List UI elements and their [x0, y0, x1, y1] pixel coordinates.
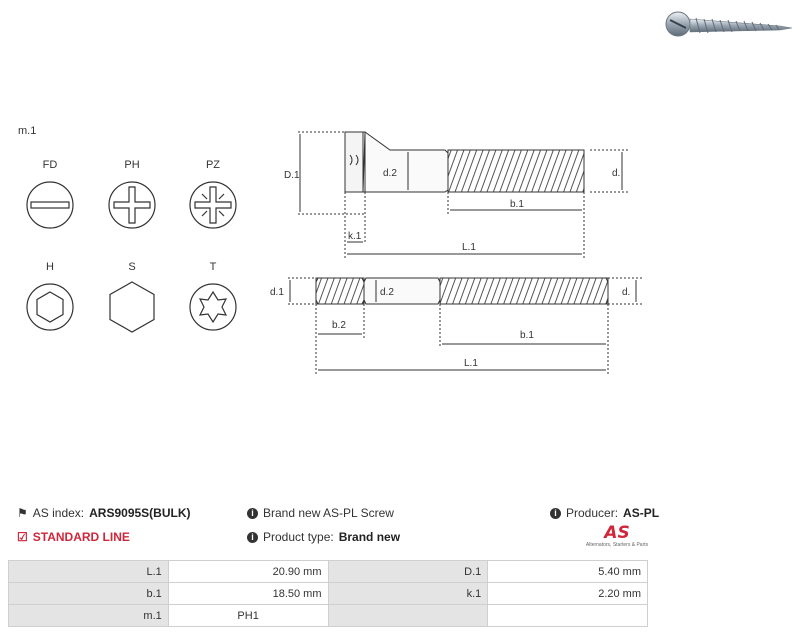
description	[247, 506, 394, 520]
table-row	[9, 583, 648, 605]
info-icon: i	[247, 508, 258, 519]
spec-value: 5.40 mm	[488, 561, 648, 583]
product-type-value: Brand new	[338, 530, 401, 544]
dim-L1-top: L.1	[462, 242, 476, 253]
producer	[550, 506, 659, 520]
spec-value	[488, 605, 648, 627]
producer-value: AS-PL	[623, 506, 660, 520]
spec-table	[8, 560, 648, 627]
producer-logo	[585, 524, 649, 548]
table-row	[9, 561, 648, 583]
dim-k1: k.1	[348, 231, 362, 242]
spec-value: PH1	[168, 605, 328, 627]
slot-drive-icon	[27, 182, 73, 228]
head-code-pz: PZ	[205, 159, 221, 171]
head-code-ph: PH	[124, 159, 140, 171]
screw-photo	[660, 6, 800, 42]
dim-d2-bottom: d.2	[380, 287, 394, 298]
spec-value: 18.50 mm	[168, 583, 328, 605]
screw-dimension-drawing	[270, 120, 650, 390]
dim-b1-bottom: b.1	[520, 330, 534, 341]
spec-value: 20.90 mm	[168, 561, 328, 583]
dim-d-top: d.	[612, 168, 621, 179]
logo-mark: AS	[604, 523, 630, 543]
phillips-drive-icon	[109, 182, 155, 228]
spec-value: 2.20 mm	[488, 583, 648, 605]
spec-key: D.1	[328, 561, 488, 583]
spec-key: k.1	[328, 583, 488, 605]
torx-drive-icon	[190, 284, 236, 330]
logo-tagline: Alternators, Starters & Parts	[585, 542, 649, 548]
product-type-label: Product type:	[263, 530, 334, 544]
producer-label: Producer:	[566, 506, 619, 520]
tag-icon: ⚑	[17, 506, 28, 520]
head-code-h: H	[46, 261, 54, 273]
dim-L1-bottom: L.1	[464, 358, 478, 369]
dim-d-bottom: d.	[622, 287, 631, 298]
dim-d2-top: d.2	[383, 168, 397, 179]
info-icon: i	[247, 532, 258, 543]
m1-label: m.1	[18, 125, 37, 137]
head-code-fd: FD	[42, 159, 58, 171]
as-index-label: AS index:	[32, 506, 85, 520]
product-type	[247, 530, 400, 544]
head-code-t: T	[209, 261, 217, 273]
hex-socket-icon	[27, 284, 73, 330]
table-row	[9, 605, 648, 627]
head-code-s: S	[128, 261, 136, 273]
dim-b2: b.2	[332, 320, 346, 331]
dim-D1: D.1	[284, 170, 300, 181]
info-icon: i	[550, 508, 561, 519]
as-index	[17, 506, 191, 520]
pozidriv-drive-icon	[190, 182, 236, 228]
standard-line-label: STANDARD LINE	[32, 530, 130, 544]
dim-b1-top: b.1	[510, 199, 524, 210]
spec-key: L.1	[9, 561, 169, 583]
hex-head-icon	[110, 282, 154, 332]
standard-line	[17, 530, 130, 544]
spec-key: b.1	[9, 583, 169, 605]
drive-types-graphic	[0, 170, 260, 350]
spec-key: m.1	[9, 605, 169, 627]
dim-d1: d.1	[270, 287, 284, 298]
description-text: Brand new AS-PL Screw	[263, 506, 394, 520]
spec-key	[328, 605, 488, 627]
checkbox-icon: ☑	[17, 530, 28, 544]
as-index-value: ARS9095S(BULK)	[89, 506, 191, 520]
